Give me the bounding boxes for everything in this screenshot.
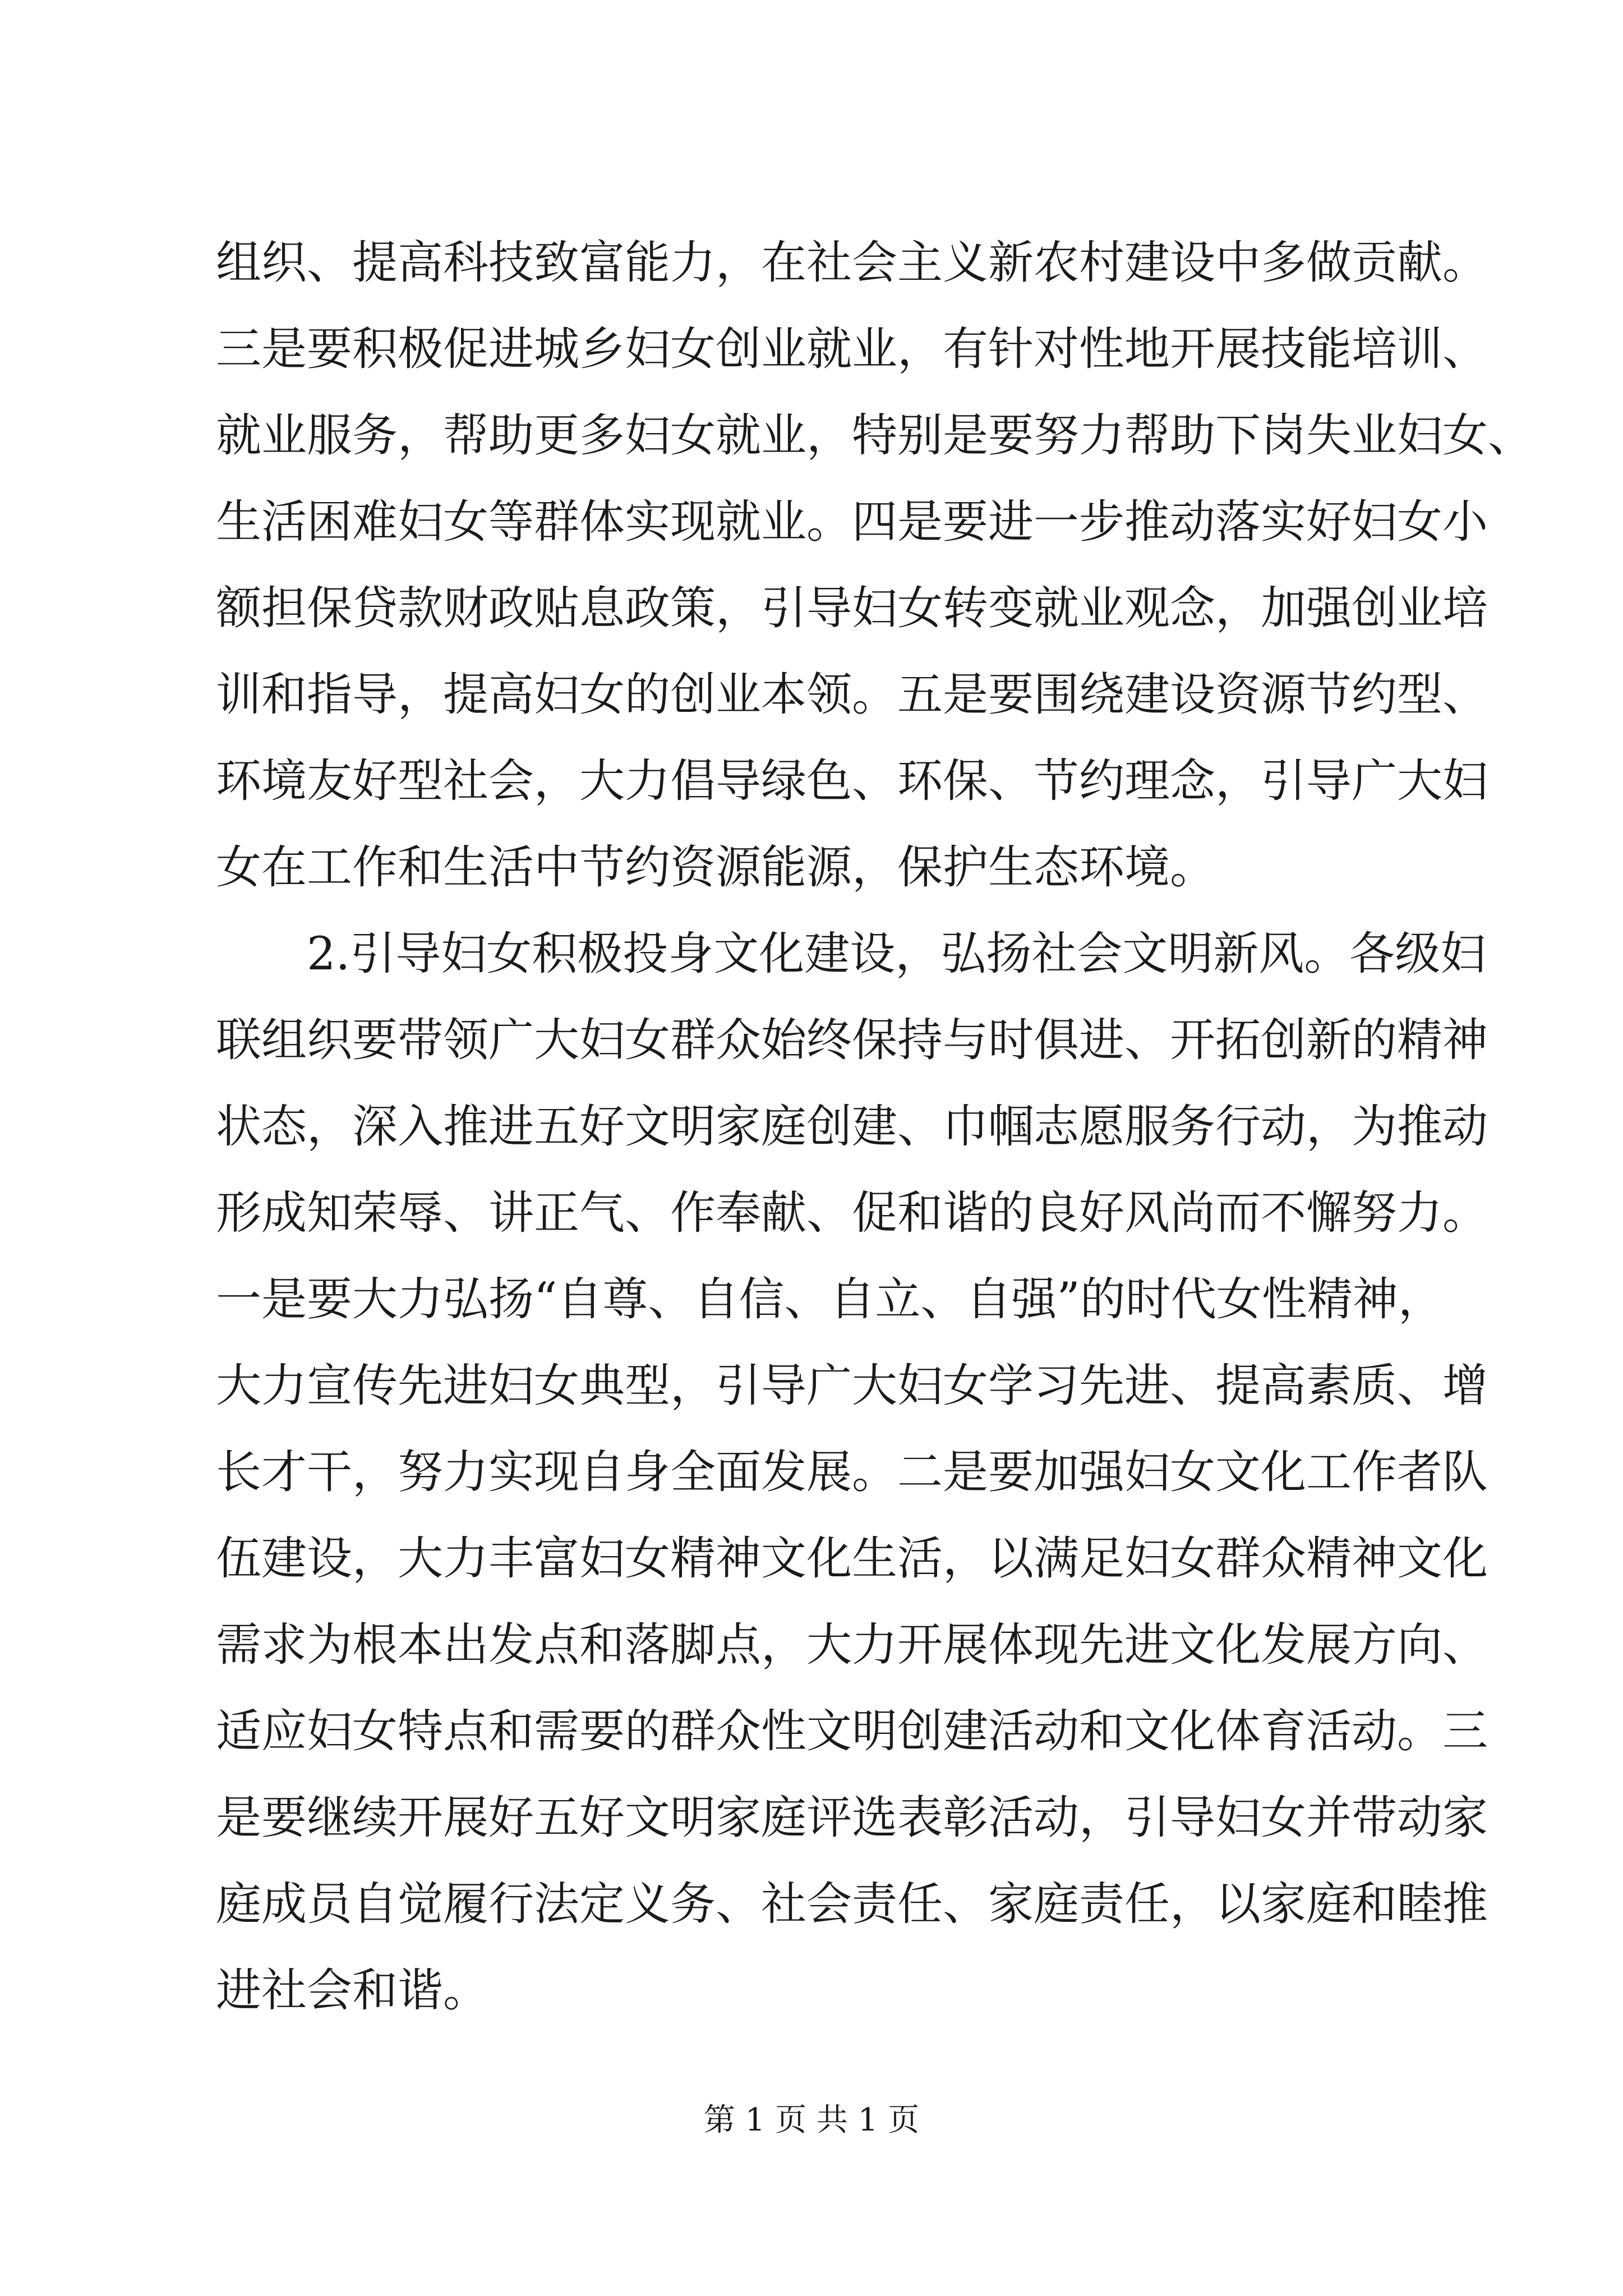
text-line: 进社会和谐。 bbox=[216, 1964, 489, 2017]
text-line: 需求为根本出发点和落脚点，大力开展体现先进文化发展方向、 bbox=[216, 1619, 1488, 1672]
text-line: 额担保贷款财政贴息政策，引导妇女转变就业观念，加强创业培 bbox=[216, 582, 1488, 635]
text-line: 联组织要带领广大妇女群众始终保持与时俱进、开拓创新的精神 bbox=[216, 1014, 1488, 1067]
text-line: 适应妇女特点和需要的群众性文明创建活动和文化体育活动。三 bbox=[216, 1705, 1488, 1758]
text-line: 生活困难妇女等群体实现就业。四是要进一步推动落实好妇女小 bbox=[216, 496, 1488, 549]
text-line: 就业服务，帮助更多妇女就业，特别是要努力帮助下岗失业妇女、 bbox=[216, 409, 1534, 462]
text-line: 女在工作和生活中节约资源能源，保护生态环境。 bbox=[216, 841, 1216, 894]
text-line: 环境友好型社会，大力倡导绿色、环保、节约理念，引导广大妇 bbox=[216, 755, 1488, 808]
paragraph-2 bbox=[216, 911, 1488, 2034]
text-line: 伍建设，大力丰富妇女精神文化生活，以满足妇女群众精神文化 bbox=[216, 1533, 1488, 1585]
text-line: 组织、提高科技致富能力，在社会主义新农村建设中多做贡献。 bbox=[216, 237, 1488, 289]
text-line: 大力宣传先进妇女典型，引导广大妇女学习先进、提高素质、增 bbox=[216, 1360, 1488, 1412]
text-line: 状态，深入推进五好文明家庭创建、巾帼志愿服务行动，为推动 bbox=[216, 1101, 1488, 1153]
text-line: 形成知荣辱、讲正气、作奉献、促和谐的良好风尚而不懈努力。 bbox=[216, 1187, 1488, 1240]
text-line: 2.引导妇女积极投身文化建设，弘扬社会文明新风。各级妇 bbox=[307, 928, 1486, 981]
text-line: 长才干，努力实现自身全面发展。二是要加强妇女文化工作者队 bbox=[216, 1446, 1488, 1499]
page-footer: 第 1 页 共 1 页 bbox=[703, 2102, 920, 2138]
text-line: 庭成员自觉履行法定义务、社会责任、家庭责任，以家庭和睦推 bbox=[216, 1878, 1488, 1931]
text-line: 一是要大力弘扬“自尊、自信、自立、自强”的时代女性精神， bbox=[216, 1273, 1444, 1326]
paragraph-1 bbox=[216, 220, 1534, 911]
text-line: 是要继续开展好五好文明家庭评选表彰活动，引导妇女并带动家 bbox=[216, 1792, 1488, 1844]
text-line: 三是要积极促进城乡妇女创业就业，有针对性地开展技能培训、 bbox=[216, 323, 1488, 376]
text-line: 训和指导，提高妇女的创业本领。五是要围绕建设资源节约型、 bbox=[216, 669, 1488, 721]
document-body bbox=[216, 220, 1534, 2034]
